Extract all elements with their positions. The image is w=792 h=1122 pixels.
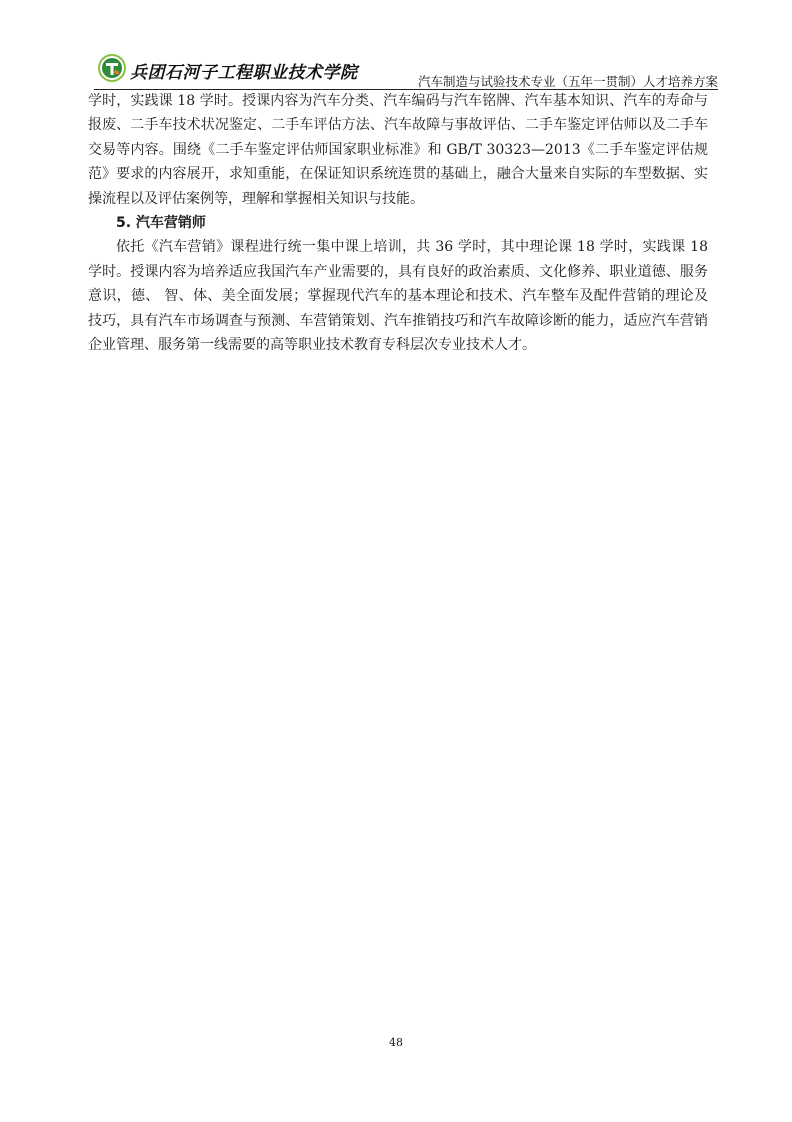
section-paragraph: 依托《汽车营销》课程进行统一集中课上培训，共 36 学时，其中理论课 18 学时，实践课 18 学时。授课内容为培养适应我国汽车产业需要的，具有良好的政治素质、文化修养、职业道德、服务意识，德、 智、体、美全面发展；掌握现代汽车的基本理论和技术、汽车整车及配件营销的理论及技巧，具有汽车市场调查与预测、车营销策划、汽车推销技巧和汽车故障诊断的能力，适应汽车营销企业管理、服务第一线需要的高等职业技术教育专科层次专业技术人才。 [88, 239, 708, 354]
page-number: 48 [389, 1036, 403, 1049]
page-content [88, 89, 708, 357]
school-name: 兵团石河子工程职业技术学院 [130, 63, 358, 83]
continued-paragraph: 学时，实践课 18 学时。授课内容为汽车分类、汽车编码与汽车铭牌、汽车基本知识、汽车的寿命与报废、二手车技术状况鉴定、二手车评估方法、汽车故障与事故评估、二手车鉴定评估师以及二手车交易等内容。围绕《二手车鉴定评估师国家职业标准》和 GB/T 30323—2013《二手车鉴定评估规范》要求的内容展开，求知重能，在保证知识系统连贯的基础上，融合大量来自实际的车型数据、实操流程以及评估案例等，理解和掌握相关知识与技能。 [88, 93, 708, 207]
document-title: 汽车制造与试验技术专业（五年一贯制）人才培养方案 [417, 74, 718, 89]
school-emblem-icon [98, 54, 126, 82]
section-heading: 5. 汽车营销师 [116, 215, 206, 232]
page-header [94, 48, 718, 88]
